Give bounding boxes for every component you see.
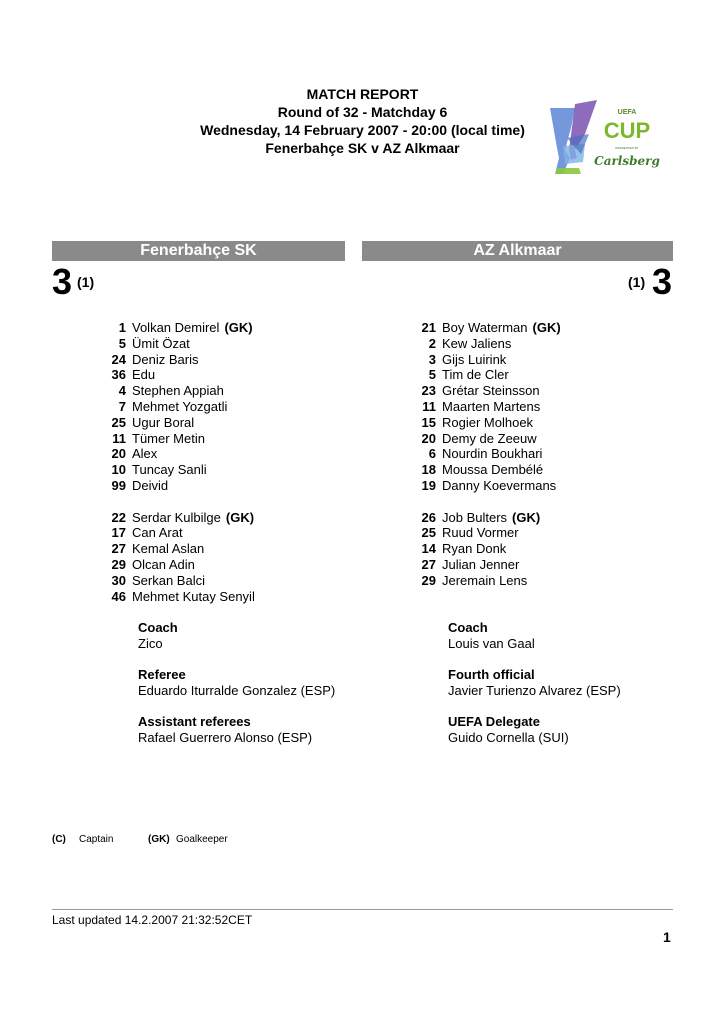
assistant-referees-name: Rafael Guerrero Alonso (ESP) xyxy=(138,729,313,745)
away-substitutes xyxy=(420,510,680,589)
player-row xyxy=(110,462,370,478)
uefa-delegate-label: UEFA Delegate xyxy=(448,714,540,729)
player-number: 27 xyxy=(111,541,126,557)
match-header xyxy=(200,85,525,157)
player-row xyxy=(420,431,680,447)
player-number: 26 xyxy=(421,509,436,525)
player-row xyxy=(420,541,680,557)
svg-text:PRESENTED BY: PRESENTED BY xyxy=(615,146,639,150)
player-row xyxy=(110,320,370,336)
away-lineup xyxy=(420,320,680,652)
away-halftime-score: (1) xyxy=(628,274,646,290)
goalkeeper-text: Goalkeeper xyxy=(176,834,228,845)
uefa-delegate-block xyxy=(448,714,569,746)
goalkeeper-code: (GK) xyxy=(148,834,170,845)
player-row xyxy=(420,573,680,589)
player-row xyxy=(110,352,370,368)
player-row xyxy=(420,462,680,478)
away-coach: Louis van Gaal xyxy=(448,635,535,651)
player-row xyxy=(110,431,370,447)
player-name: Nourdin Boukhari xyxy=(442,446,543,462)
player-number: 4 xyxy=(118,383,126,399)
page-number: 1 xyxy=(663,929,671,945)
player-name: Julian Jenner xyxy=(442,556,520,572)
home-starters xyxy=(110,320,370,494)
player-row xyxy=(420,383,680,399)
player-number: 2 xyxy=(428,335,436,351)
player-name: Tuncay Sanli xyxy=(132,462,207,478)
player-name: Grétar Steinsson xyxy=(442,383,540,399)
player-row xyxy=(420,415,680,431)
goalkeeper-tag: (GK) xyxy=(225,509,255,525)
player-row xyxy=(420,399,680,415)
player-name: Tümer Metin xyxy=(132,430,205,446)
footer-divider xyxy=(52,909,673,910)
match-date: Wednesday, 14 February 2007 - 20:00 (local time) xyxy=(200,122,525,138)
player-number: 23 xyxy=(421,383,436,399)
player-number: 11 xyxy=(112,430,126,446)
home-team-name: Fenerbahçe SK xyxy=(52,241,345,261)
player-number: 25 xyxy=(111,414,126,430)
goalkeeper-tag: (GK) xyxy=(224,320,253,335)
player-number: 25 xyxy=(421,525,436,541)
player-number: 21 xyxy=(421,320,436,335)
player-name: Alex xyxy=(132,446,158,462)
referee-block xyxy=(138,667,335,699)
player-number: 5 xyxy=(118,335,126,351)
player-number: 10 xyxy=(111,462,126,478)
player-name: Moussa Dembélé xyxy=(442,462,544,478)
player-row xyxy=(420,525,680,541)
player-name: Demy de Zeeuw xyxy=(442,430,537,446)
player-row xyxy=(110,525,370,541)
player-row xyxy=(420,367,680,383)
player-name: Mehmet Kutay Senyil xyxy=(132,588,255,604)
player-number: 1 xyxy=(118,320,126,335)
player-number: 22 xyxy=(111,509,126,525)
fixture: Fenerbahçe SK v AZ Alkmaar xyxy=(265,140,460,156)
assistant-referees-block xyxy=(138,714,312,746)
player-number: 5 xyxy=(428,367,436,383)
player-name: Jeremain Lens xyxy=(442,572,528,588)
player-row xyxy=(110,336,370,352)
player-name: Olcan Adin xyxy=(132,556,195,572)
player-row xyxy=(110,573,370,589)
uefa-delegate-name: Guido Cornella (SUI) xyxy=(448,729,569,745)
svg-text:CUP: CUP xyxy=(603,118,651,143)
player-name: Ryan Donk xyxy=(442,541,507,557)
player-name: Edu xyxy=(132,367,156,383)
player-name: Serdar Kulbilge xyxy=(132,509,221,525)
player-number: 15 xyxy=(421,414,436,430)
player-name: Stephen Appiah xyxy=(132,383,224,399)
round-info: Round of 32 - Matchday 6 xyxy=(277,104,448,120)
player-row xyxy=(110,510,370,526)
home-coach-label: Coach xyxy=(138,620,178,636)
player-name: Serkan Balci xyxy=(132,572,205,588)
home-lineup xyxy=(110,320,370,652)
player-number: 29 xyxy=(421,572,436,588)
referee-label: Referee xyxy=(138,667,186,682)
player-name: Mehmet Yozgatli xyxy=(132,398,228,414)
assistant-referees-label: Assistant referees xyxy=(138,714,251,729)
player-row xyxy=(110,446,370,462)
captain-code: (C) xyxy=(52,834,66,845)
player-row xyxy=(420,320,680,336)
player-row xyxy=(420,352,680,368)
svg-text:Carlsberg: Carlsberg xyxy=(594,154,660,168)
player-row xyxy=(420,478,680,494)
player-name: Maarten Martens xyxy=(442,398,541,414)
player-number: 18 xyxy=(421,462,436,478)
player-number: 46 xyxy=(111,588,126,604)
referee-name: Eduardo Iturralde Gonzalez (ESP) xyxy=(138,682,336,698)
player-row xyxy=(420,557,680,573)
player-name: Ruud Vormer xyxy=(442,525,519,541)
player-name: Job Bulters xyxy=(442,509,508,525)
player-number: 3 xyxy=(428,351,436,367)
trophy-icon xyxy=(545,98,660,178)
player-name: Rogier Molhoek xyxy=(442,414,534,430)
player-number: 99 xyxy=(111,477,126,493)
player-number: 11 xyxy=(422,398,436,414)
player-name: Tim de Cler xyxy=(442,367,509,383)
player-name: Ümit Özat xyxy=(132,335,190,351)
home-coach: Zico xyxy=(138,635,163,651)
player-number: 20 xyxy=(421,430,436,446)
player-number: 19 xyxy=(421,477,436,493)
player-number: 36 xyxy=(111,367,126,383)
player-name: Deniz Baris xyxy=(132,351,199,367)
captain-text: Captain xyxy=(79,834,114,845)
fourth-official-label: Fourth official xyxy=(448,667,535,682)
legend xyxy=(52,834,228,845)
player-name: Deivid xyxy=(132,477,169,493)
away-score: 3 xyxy=(652,261,673,302)
player-name: Danny Koevermans xyxy=(442,477,557,493)
player-row xyxy=(420,336,680,352)
home-substitutes xyxy=(110,510,370,605)
player-number: 24 xyxy=(111,351,126,367)
player-row xyxy=(110,415,370,431)
player-name: Boy Waterman xyxy=(442,320,528,335)
player-number: 29 xyxy=(111,556,126,572)
player-number: 7 xyxy=(118,398,126,414)
fourth-official-block xyxy=(448,667,621,699)
goalkeeper-tag: (GK) xyxy=(532,320,561,335)
player-number: 17 xyxy=(111,525,126,541)
player-number: 14 xyxy=(421,541,436,557)
player-row xyxy=(110,557,370,573)
player-name: Kemal Aslan xyxy=(132,541,205,557)
player-number: 6 xyxy=(428,446,436,462)
player-name: Gijs Luirink xyxy=(442,351,507,367)
away-coach-label: Coach xyxy=(448,620,488,636)
player-name: Ugur Boral xyxy=(132,414,195,430)
player-row xyxy=(110,589,370,605)
away-starters xyxy=(420,320,680,494)
away-team-name: AZ Alkmaar xyxy=(362,241,673,261)
fourth-official-name: Javier Turienzo Alvarez (ESP) xyxy=(448,682,621,698)
player-row xyxy=(110,383,370,399)
player-name: Kew Jaliens xyxy=(442,335,512,351)
player-row xyxy=(110,541,370,557)
player-row xyxy=(110,367,370,383)
player-row xyxy=(110,478,370,494)
report-title: MATCH REPORT xyxy=(306,86,419,102)
uefa-cup-logo xyxy=(545,98,660,178)
player-row xyxy=(110,399,370,415)
player-number: 20 xyxy=(111,446,126,462)
player-name: Volkan Demirel xyxy=(132,320,220,335)
player-number: 30 xyxy=(111,572,126,588)
player-name: Can Arat xyxy=(132,525,183,541)
svg-text:UEFA: UEFA xyxy=(617,109,637,116)
last-updated: Last updated 14.2.2007 21:32:52CET xyxy=(52,913,253,927)
goalkeeper-tag: (GK) xyxy=(512,509,541,525)
player-number: 27 xyxy=(421,556,436,572)
home-halftime-score: (1) xyxy=(77,274,95,290)
home-score: 3 xyxy=(52,261,73,302)
player-row xyxy=(420,446,680,462)
player-row xyxy=(420,510,680,526)
